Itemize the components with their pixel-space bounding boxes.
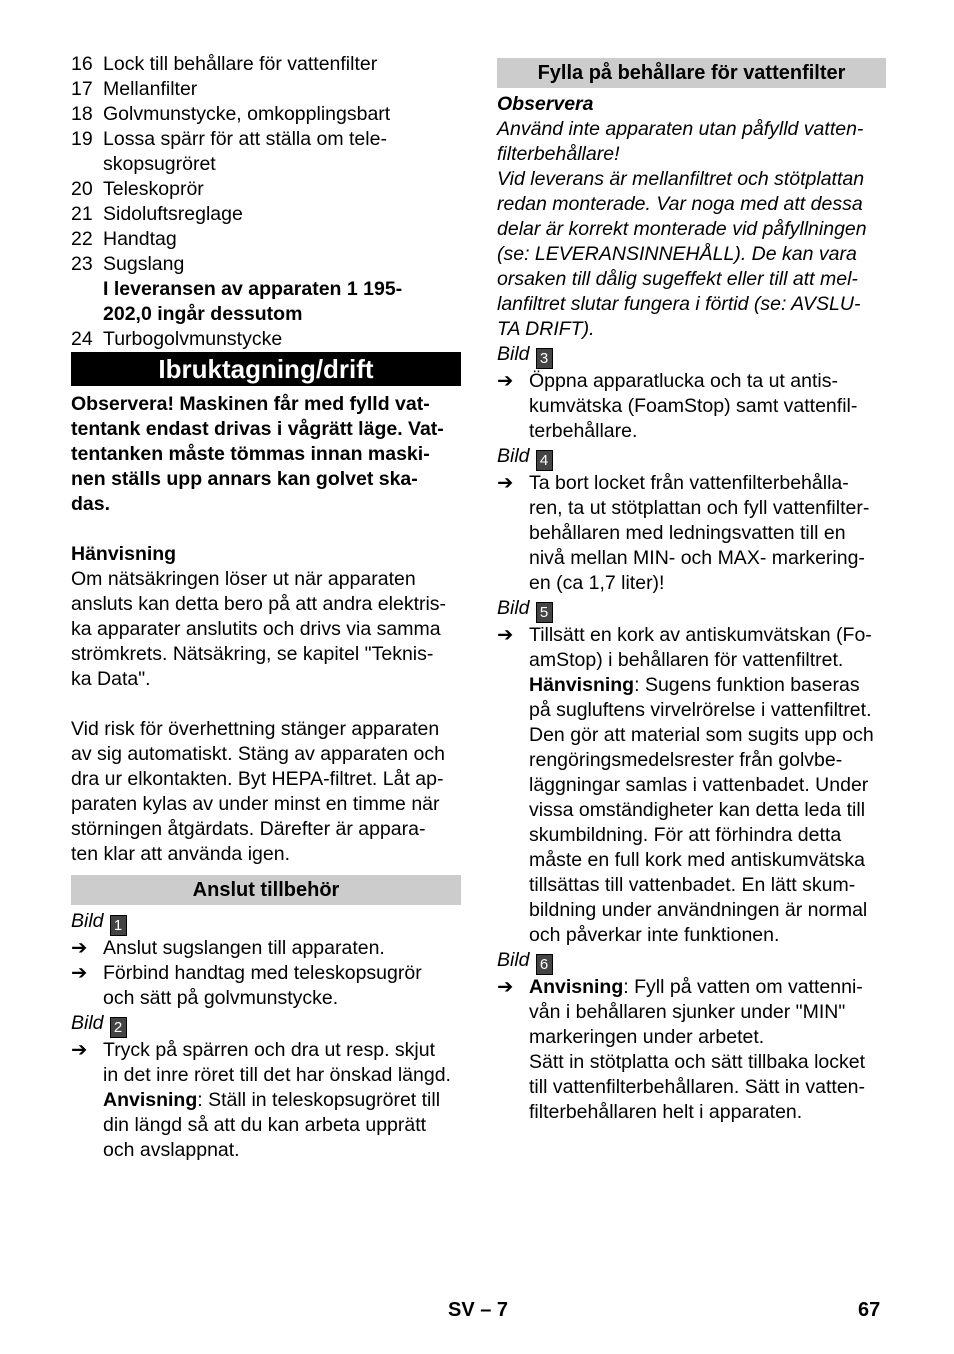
list-item: 21 Sidoluftsreglage [71,203,243,225]
figure-number-icon: 5 [536,602,553,623]
figure-ref: Bild 3 [497,342,886,369]
figure-ref: Bild 1 [71,909,461,936]
instruction-step: ➔ Tillsätt en kork av antiskumvätskan (Fo- amStop) i behållaren för vattenfiltret. Hänvisning: Sugens funktion baseras på sugluftens virvelrörelse i vattenfiltret. Den gör att material som sugits upp och rengöringsmedelsrester från golvbe- läggningar samlas i vattenbadet. Under vissa omständigheter kan detta leda till skumbildning. För att förhindra detta måste en full kork med antiskumvätska tillsättas till vattenbadet. En lätt skum- bildning under användningen är normal och påverkar inte funktionen. [497,624,874,946]
section-heading-accessories: Anslut tillbehör [71,875,461,905]
list-item-bold: I leveransen av apparaten 1 195- [103,278,403,300]
list-item: 19 Lossa spärr för att ställa om tele- [71,128,387,150]
figure-ref: Bild 6 [497,948,886,975]
figure-ref: Bild 4 [497,444,886,471]
list-item: 18 Golvmunstycke, omkopplingsbart [71,103,391,125]
list-item: 20 Teleskoprör [71,178,204,200]
arrow-right-icon: ➔ [71,1039,88,1061]
arrow-right-icon: ➔ [71,937,88,959]
figure-number-icon: 4 [536,450,553,471]
list-item: 17 Mellanfilter [71,78,198,100]
chapter-heading: Ibruktagning/drift [71,352,461,386]
observe-title: Observera [497,93,594,115]
instruction-step: ➔ Anvisning: Fyll på vatten om vattenni- vån i behållaren sjunker under "MIN" markeringen under arbetet. Sätt in stötplatta och sätt tillbaka locket till vattenfilterbehållaren. Sätt in vatten- filterbehållaren helt i apparaten. [497,976,866,1123]
figure-ref: Bild 5 [497,596,886,623]
section-heading-water-filter: Fylla på behållare för vattenfilter [497,58,886,88]
warning-text: Observera! Maskinen får med fylld vat- tentank endast drivas i vågrätt läge. Vat- tentanken måste tömmas innan maski- nen ställs upp annars kan golvet ska- das. [71,393,444,515]
figure-number-icon: 6 [536,954,553,975]
arrow-right-icon: ➔ [497,472,514,494]
list-item: 24 Turbogolvmunstycke [71,328,283,350]
arrow-right-icon: ➔ [497,370,514,392]
instruction-step: ➔ Öppna apparatlucka och ta ut antis- kumvätska (FoamStop) samt vattenfil- terbehållare. [497,370,858,442]
list-item: 22 Handtag [71,228,177,250]
figure-ref: Bild 2 [71,1011,461,1038]
arrow-right-icon: ➔ [71,962,88,984]
instruction-step: ➔ Anslut sugslangen till apparaten. [71,937,385,959]
footer-section-label: SV – 7 [448,1299,509,1321]
figure-number-icon: 3 [536,348,553,369]
figure-number-icon: 1 [110,915,127,936]
list-item: skopsugröret [103,153,216,175]
figure-number-icon: 2 [110,1017,127,1038]
instruction-step: ➔ Förbind handtag med teleskopsugrör och sätt på golvmunstycke. [71,962,422,1009]
note-text: Om nätsäkringen löser ut när apparaten ansluts kan detta bero på att andra elektris- ka apparater anslutits och drivs via samma strömkrets. Nätsäkring, se kapitel "Teknis- ka Data". [71,568,447,690]
left-column [71,52,461,1163]
list-item-bold: 202,0 ingår dessutom [103,303,303,325]
arrow-right-icon: ➔ [497,976,514,998]
parts-list [71,52,461,352]
instruction-step: ➔ Tryck på spärren och dra ut resp. skjut in det inre röret till det har önskad längd. Anvisning: Ställ in teleskopsugröret till din längd så att du kan arbeta upprätt och avslappnat. [71,1039,451,1161]
right-column [497,52,886,1125]
note-title: Hänvisning [71,543,177,565]
list-item: 16 Lock till behållare för vattenfilter [71,53,378,75]
page-number: 67 [858,1299,881,1321]
observe-text: Använd inte apparaten utan påfylld vatten- filterbehållare! Vid leverans är mellanfiltret och stötplattan redan monterade. Var noga med att dessa delar är korrekt monterade vid påfyllningen (se: LEVERANSINNEHÅLL). De kan vara orsaken till dålig sugeffekt eller till att mel- lanfiltret slutar fungera i förtid (se: AVSLU- TA DRIFT). [497,118,867,340]
arrow-right-icon: ➔ [497,624,514,646]
instruction-step: ➔ Ta bort locket från vattenfilterbehålla- ren, ta ut stötplattan och fyll vattenfilter- behållaren med ledningsvatten till en nivå mellan MIN- och MAX- markering- en (ca 1,7 liter)! [497,472,870,594]
overheat-text: Vid risk för överhettning stänger apparaten av sig automatiskt. Stäng av apparaten och dra ur elkontakten. Byt HEPA-filtret. Låt ap- paraten kylas av under minst en timme när störningen åtgärdats. Därefter är appara- ten klar att använda igen. [71,718,445,865]
list-item: 23 Sugslang [71,253,185,275]
